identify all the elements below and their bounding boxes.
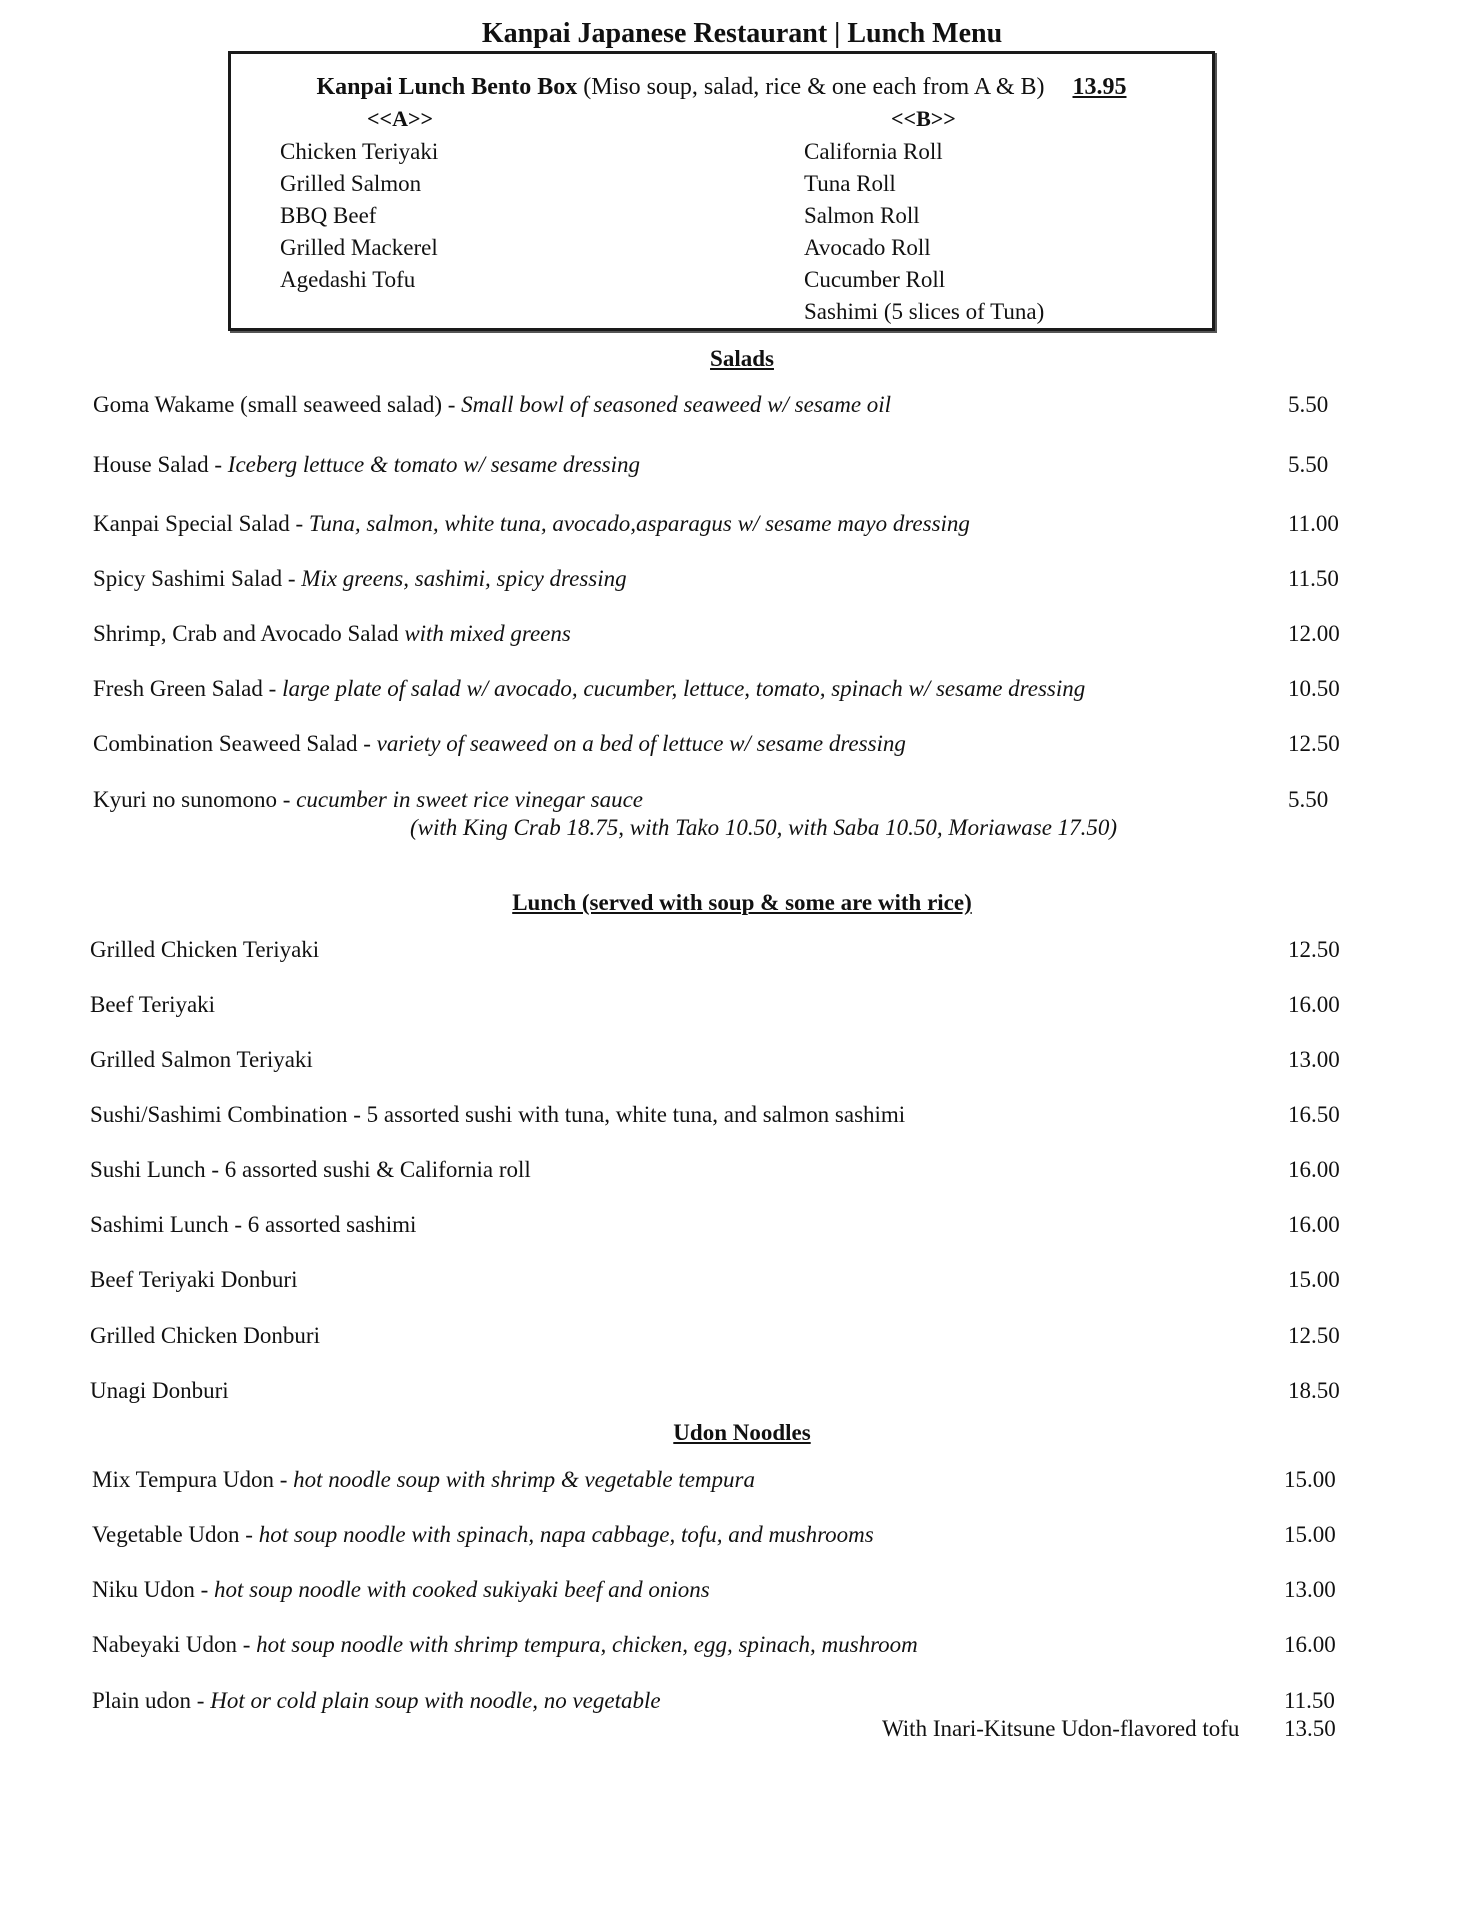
item-desc: Small bowl of seasoned seaweed w/ sesame oil [461, 392, 892, 417]
menu-item [92, 1520, 874, 1550]
item-name: House Salad - [93, 452, 228, 477]
bento-a-item: Chicken Teriyaki [280, 139, 439, 164]
kitsune-option-price: 13.50 [1284, 1716, 1336, 1741]
menu-item: Grilled Chicken Donburi [90, 1323, 320, 1348]
menu-item [93, 450, 640, 480]
menu-item: Beef Teriyaki Donburi [90, 1267, 298, 1292]
item-price: 5.50 [1288, 787, 1329, 812]
item-desc: cucumber in sweet rice vinegar sauce [296, 787, 643, 812]
item-price: 5.50 [1288, 392, 1329, 417]
menu-item [92, 1575, 710, 1605]
item-desc: Hot or cold plain soup with noodle, no vegetable [210, 1688, 661, 1713]
menu-item [93, 390, 891, 420]
item-price: 11.50 [1288, 566, 1339, 591]
item-name: Goma Wakame (small seaweed salad) - [93, 392, 462, 417]
item-price: 16.00 [1284, 1632, 1336, 1657]
sunomono-variations-note: (with King Crab 18.75, with Tako 10.50, with Saba 10.50, Moriawase 17.50) [410, 815, 1118, 840]
bento-col-b-label: <<B>> [891, 106, 956, 131]
menu-item [92, 1465, 755, 1495]
section-heading-udon: Udon Noodles [673, 1420, 811, 1445]
item-price: 12.50 [1288, 731, 1340, 756]
bento-price: 13.95 [1072, 74, 1127, 100]
item-price: 10.50 [1288, 676, 1340, 701]
item-desc: Tuna, salmon, white tuna, avocado,asparagus w/ sesame mayo dressing [308, 511, 970, 536]
bento-col-a [280, 136, 438, 296]
item-name: Nabeyaki Udon - [92, 1632, 257, 1657]
menu-item [93, 509, 970, 539]
section-heading-salads: Salads [710, 346, 774, 371]
menu-item [93, 619, 571, 649]
bento-includes: (Miso soup, salad, rice & one each from A & B) [583, 74, 1045, 100]
item-desc: Iceberg lettuce & tomato w/ sesame dressing [227, 452, 640, 477]
bento-a-item: Grilled Mackerel [280, 235, 438, 260]
item-name: Vegetable Udon - [92, 1522, 259, 1547]
item-price: 15.00 [1288, 1267, 1340, 1292]
item-desc: large plate of salad w/ avocado, cucumber, lettuce, tomato, spinach w/ sesame dressing [282, 676, 1086, 701]
menu-item: Grilled Salmon Teriyaki [90, 1047, 313, 1072]
item-price: 12.00 [1288, 621, 1340, 646]
item-price: 13.00 [1288, 1047, 1340, 1072]
item-desc: with mixed greens [404, 621, 571, 646]
page-title: Kanpai Japanese Restaurant | Lunch Menu [481, 18, 1003, 49]
bento-box-panel [228, 51, 1215, 331]
item-price: 16.00 [1288, 992, 1340, 1017]
item-price: 12.50 [1288, 1323, 1340, 1348]
item-price: 13.00 [1284, 1577, 1336, 1602]
bento-a-item: Grilled Salmon [280, 171, 422, 196]
section-heading-lunch: Lunch (served with soup & some are with rice) [512, 890, 972, 915]
menu-item [93, 785, 643, 815]
menu-item [93, 564, 627, 594]
menu-item: Sushi/Sashimi Combination - 5 assorted sushi with tuna, white tuna, and salmon sashimi [90, 1102, 906, 1127]
bento-header [231, 72, 1212, 102]
item-name: Kyuri no sunomono - [93, 787, 297, 812]
item-desc: variety of seaweed on a bed of lettuce w/ sesame dressing [376, 731, 906, 756]
kitsune-option-label: With Inari-Kitsune Udon-flavored tofu [882, 1716, 1240, 1741]
menu-item: Sushi Lunch - 6 assorted sushi & California roll [90, 1157, 531, 1182]
item-price: 11.00 [1288, 511, 1339, 536]
item-name: Spicy Sashimi Salad - [93, 566, 302, 591]
item-desc: hot soup noodle with cooked sukiyaki beef and onions [214, 1577, 710, 1602]
bento-b-item: Salmon Roll [804, 203, 920, 228]
item-name: Kanpai Special Salad - [93, 511, 309, 536]
item-name: Mix Tempura Udon - [92, 1467, 294, 1492]
item-price: 18.50 [1288, 1378, 1340, 1403]
item-name: Niku Udon - [92, 1577, 215, 1602]
bento-col-a-label: <<A>> [367, 106, 434, 131]
item-price: 11.50 [1284, 1688, 1335, 1713]
bento-b-item: Tuna Roll [804, 171, 896, 196]
bento-b-item: California Roll [804, 139, 943, 164]
item-name: Fresh Green Salad - [93, 676, 283, 701]
menu-item [93, 729, 906, 759]
item-price: 16.00 [1288, 1212, 1340, 1237]
bento-name: Kanpai Lunch Bento Box [316, 74, 578, 100]
menu-item: Sashimi Lunch - 6 assorted sashimi [90, 1212, 417, 1237]
bento-a-item: Agedashi Tofu [280, 267, 416, 292]
item-desc: hot noodle soup with shrimp & vegetable tempura [293, 1467, 755, 1492]
bento-a-item: BBQ Beef [280, 203, 377, 228]
item-desc: hot soup noodle with shrimp tempura, chicken, egg, spinach, mushroom [256, 1632, 918, 1657]
item-price: 16.00 [1288, 1157, 1340, 1182]
menu-item [93, 674, 1085, 704]
menu-item [92, 1686, 661, 1716]
item-price: 15.00 [1284, 1522, 1336, 1547]
bento-b-item: Avocado Roll [804, 235, 931, 260]
item-name: Shrimp, Crab and Avocado Salad [93, 621, 405, 646]
bento-col-b [804, 136, 1044, 328]
menu-item: Unagi Donburi [90, 1378, 229, 1403]
item-desc: Mix greens, sashimi, spicy dressing [301, 566, 627, 591]
item-price: 12.50 [1288, 937, 1340, 962]
menu-item: Beef Teriyaki [90, 992, 216, 1017]
item-price: 15.00 [1284, 1467, 1336, 1492]
menu-item: Grilled Chicken Teriyaki [90, 937, 320, 962]
item-name: Combination Seaweed Salad - [93, 731, 377, 756]
item-name: Plain udon - [92, 1688, 211, 1713]
bento-b-item: Cucumber Roll [804, 267, 946, 292]
item-price: 16.50 [1288, 1102, 1340, 1127]
item-price: 5.50 [1288, 452, 1329, 477]
bento-b-item: Sashimi (5 slices of Tuna) [804, 299, 1045, 324]
menu-item [92, 1630, 918, 1660]
item-desc: hot soup noodle with spinach, napa cabbage, tofu, and mushrooms [258, 1522, 874, 1547]
